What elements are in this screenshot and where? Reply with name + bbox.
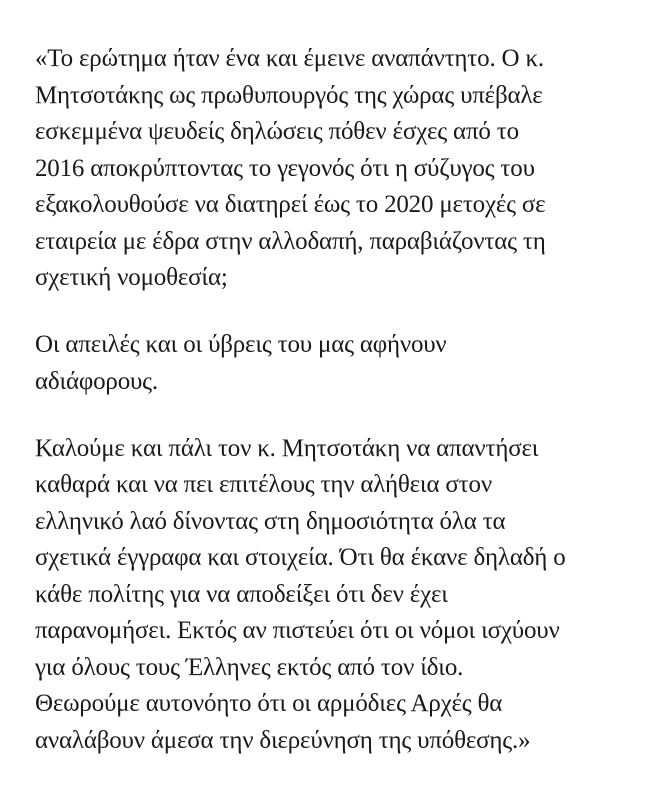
text-line: καθαρά και να πει επιτέλους την αλήθεια στον (35, 471, 492, 498)
text-line: κάθε πολίτης για να αποδείξει ότι δεν έχει (35, 580, 448, 608)
text-line: Θεωρούμε αυτονόητο ότι οι αρμόδιες Αρχές θα (35, 690, 503, 717)
paragraph-question (35, 41, 655, 297)
text-line: σχετική νομοθεσία; (35, 264, 228, 291)
paragraph-call (35, 431, 655, 760)
article-body (35, 41, 655, 790)
text-line: αδιάφορους. (35, 367, 158, 395)
paragraph-threats (35, 327, 655, 400)
text-line: για όλους τους Έλληνες εκτός από τον ίδιο. (35, 653, 464, 681)
text-line: εταιρεία με έδρα στην αλλοδαπή, παραβιάζοντας τη (35, 227, 546, 255)
text-line: εσκεμμένα ψευδείς δηλώσεις πόθεν έσχες από το (35, 118, 519, 145)
text-line: Οι απειλές και οι ύβρεις του μας αφήνουν (35, 331, 447, 358)
text-line: ελληνικό λαό δίνοντας στη δημοσιότητα όλα τα (35, 507, 506, 535)
text-line: αναλάβουν άμεσα την διερεύνηση της υπόθεσης.» (35, 726, 531, 754)
text-line: σχετικά έγγραφα και στοιχεία. Ότι θα έκανε δηλαδή ο (35, 544, 566, 571)
text-line: Μητσοτάκης ως πρωθυπουργός της χώρας υπέβαλε (35, 81, 543, 109)
text-line: 2016 αποκρύπτοντας το γεγονός ότι η σύζυγος του (35, 154, 535, 182)
text-line: παρανομήσει. Εκτός αν πιστεύει ότι οι νόμοι ισχύουν (35, 617, 560, 644)
text-line: «Το ερώτημα ήταν ένα και έμεινε αναπάντητο. Ο κ. (35, 45, 544, 72)
text-line: εξακολουθούσε να διατηρεί έως το 2020 μετοχές σε (35, 191, 546, 218)
text-line: Καλούμε και πάλι τον κ. Μητσοτάκη να απαντήσει (35, 434, 539, 462)
